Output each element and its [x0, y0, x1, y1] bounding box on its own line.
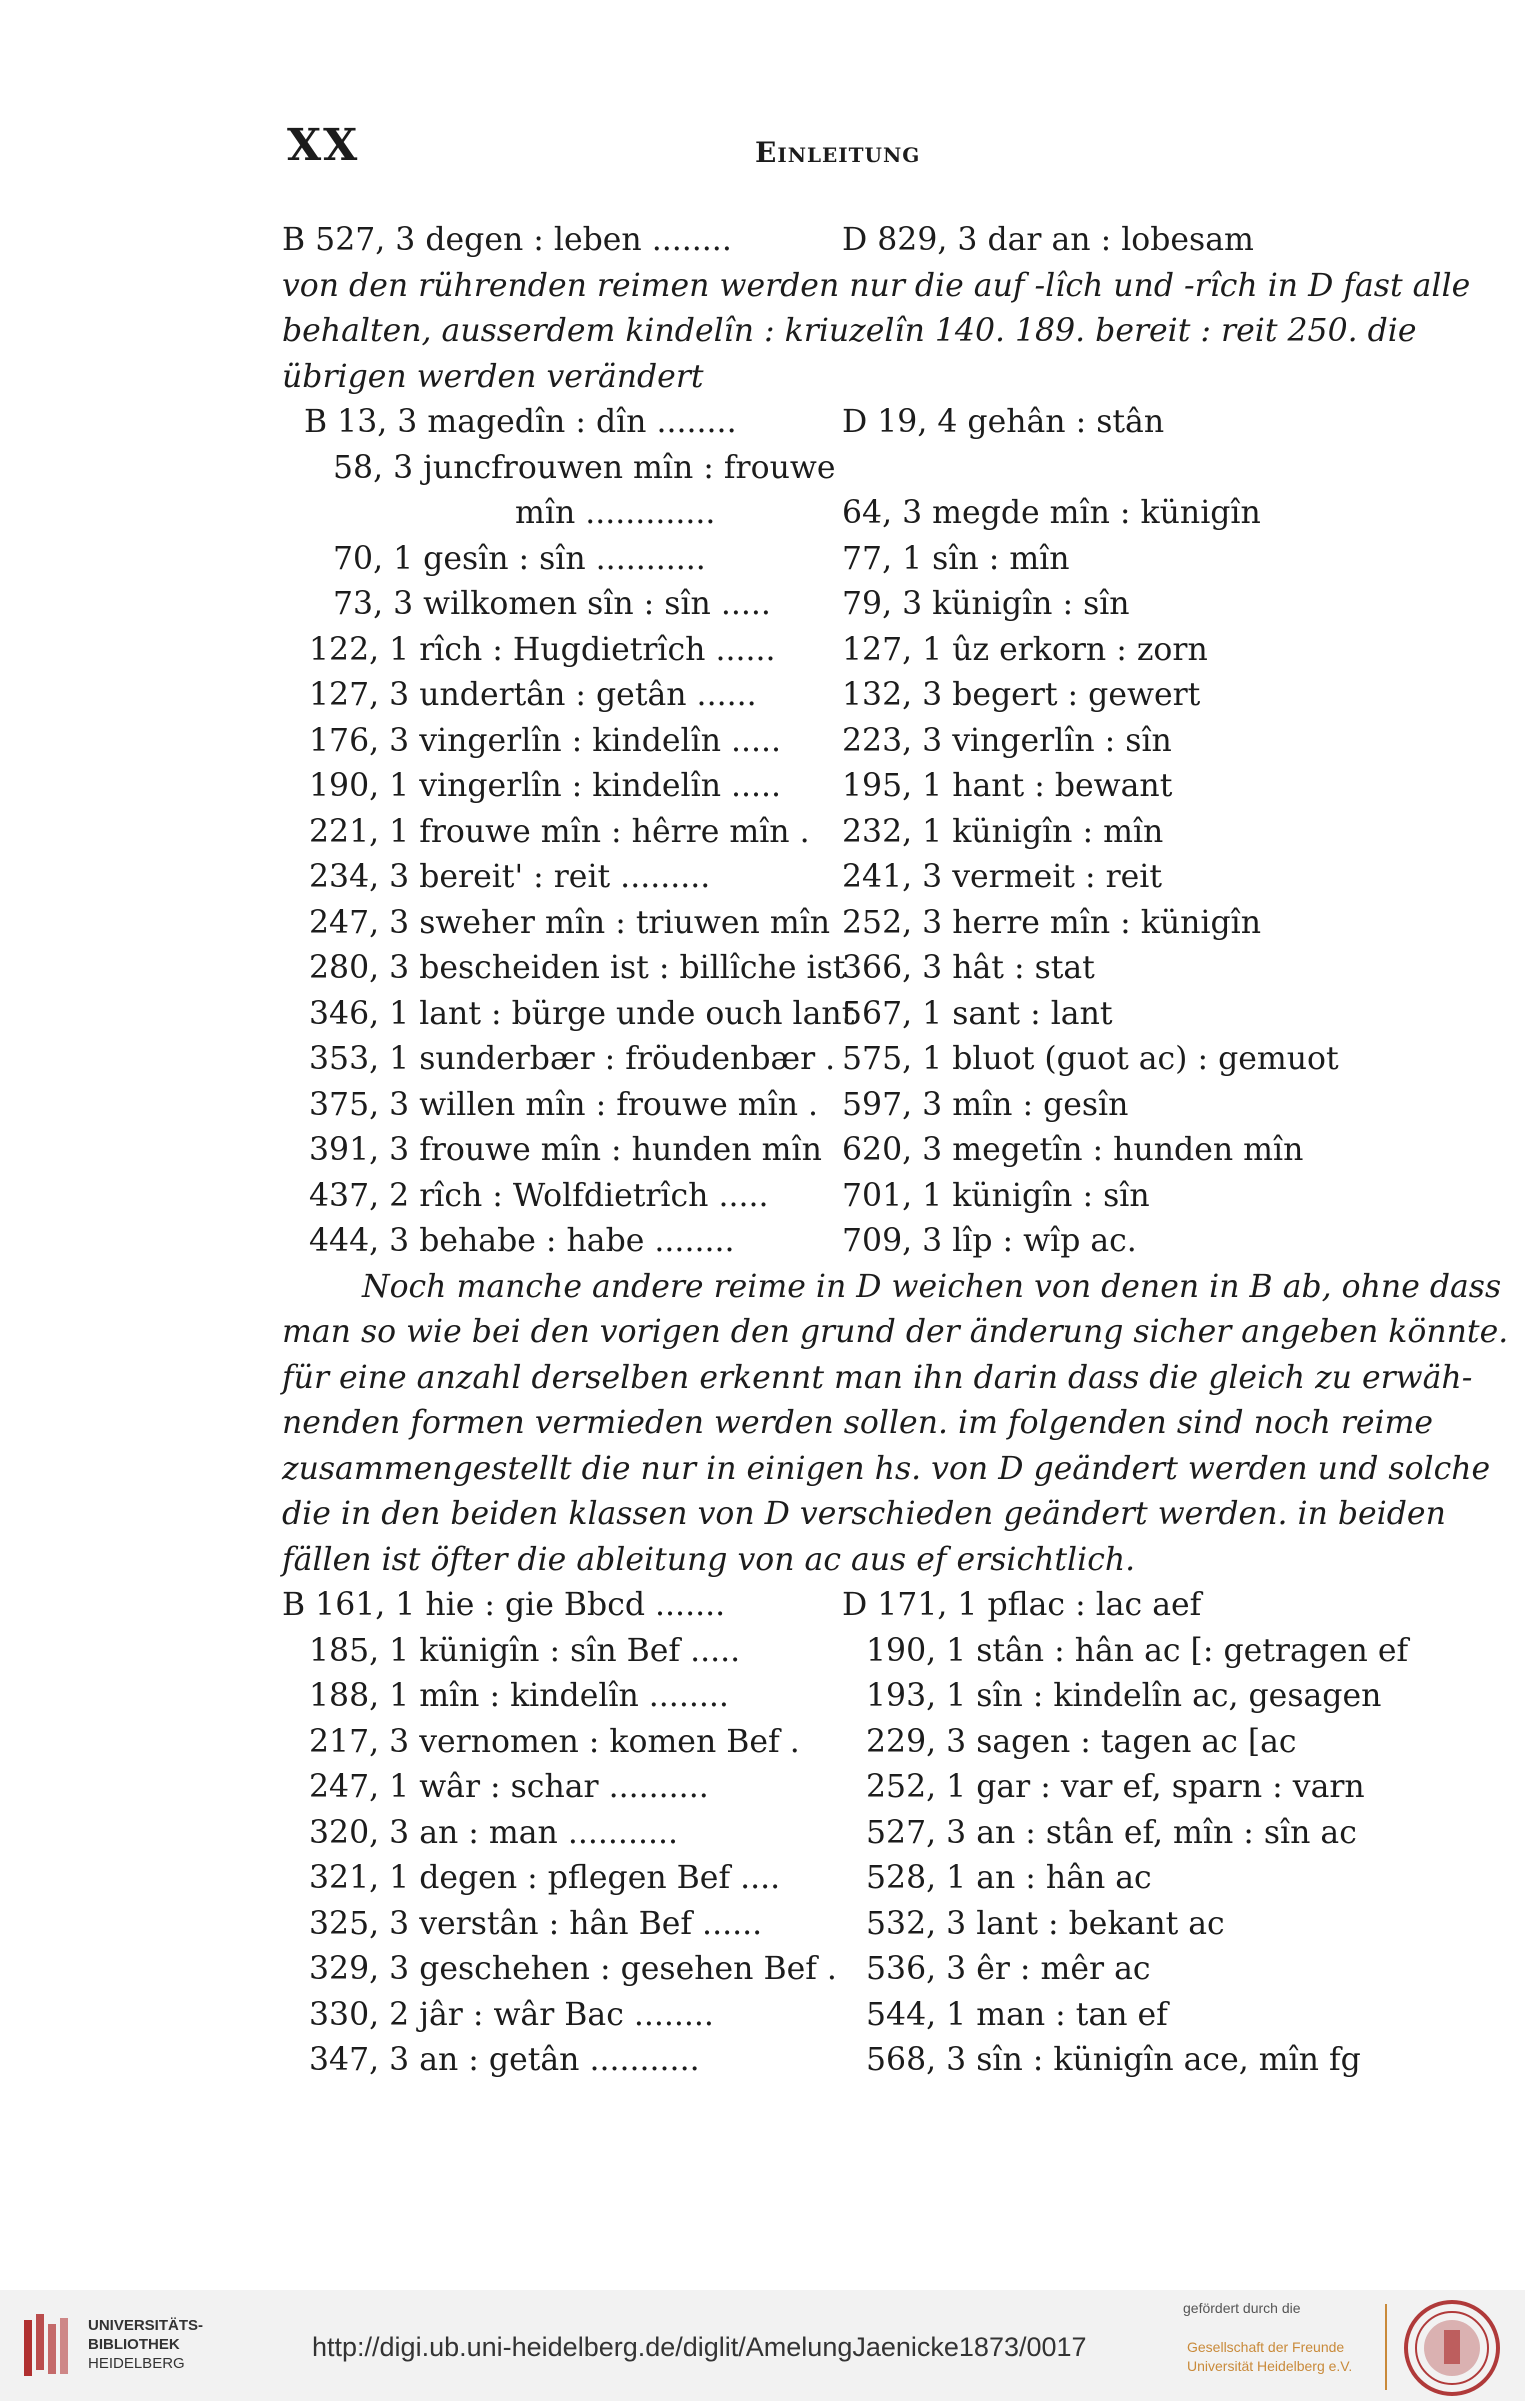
entry-d: 568, 3 sîn : künigîn ace, mîn fg	[866, 2042, 1361, 2078]
entry-b: 320, 3 an : man ...........	[309, 1814, 679, 1851]
rhyme-entry-row	[282, 1856, 1382, 1902]
text-line	[282, 1447, 1491, 1493]
rhyme-entry-row	[282, 1720, 1382, 1766]
entry-d: 127, 1 ûz erkorn : zorn	[842, 631, 1208, 668]
paragraph-text: man so wie bei den vorigen den grund der änderung sicher angeben könnte.	[282, 1314, 1509, 1350]
running-title: Einleitung	[755, 136, 921, 169]
entry-b: 437, 2 rîch : Wolfdietrîch .....	[309, 1177, 769, 1214]
entry-d: 77, 1 sîn : mîn	[842, 540, 1070, 577]
sponsor-name[interactable]: Gesellschaft der Freunde Universität Heidelberg e.V.	[1187, 2339, 1353, 2374]
entry-b: 247, 1 wâr : schar ..........	[309, 1769, 709, 1805]
entry-d: 132, 3 begert : gewert	[842, 677, 1201, 713]
rhyme-entry-row	[282, 764, 1382, 810]
ub-heidelberg-logo-icon[interactable]	[20, 2310, 80, 2382]
entry-b: 58, 3 juncfrouwen mîn : frouwe	[333, 449, 836, 486]
viewer-footer	[0, 2290, 1525, 2401]
text-line	[282, 1310, 1509, 1356]
entry-d: 232, 1 künigîn : mîn	[842, 813, 1164, 850]
entry-b: 346, 1 lant : bürge unde ouch lant	[309, 995, 855, 1032]
entry-d: 536, 3 êr : mêr ac	[866, 1951, 1151, 1987]
text-line	[282, 1492, 1446, 1538]
entry-d: 229, 3 sagen : tagen ac [ac	[866, 1723, 1297, 1760]
rhyme-entry-row	[282, 1947, 1382, 1993]
entry-d: 79, 3 künigîn : sîn	[842, 586, 1130, 622]
entry-d: 64, 3 megde mîn : künigîn	[842, 495, 1261, 531]
entry-b: 176, 3 vingerlîn : kindelîn .....	[309, 722, 782, 759]
sponsor-label: gefördert durch die	[1183, 2300, 1301, 2316]
text-line	[282, 1265, 1502, 1311]
university-seal-icon	[1402, 2298, 1502, 2398]
entry-b: 127, 3 undertân : getân ......	[309, 677, 757, 713]
rhyme-entry-row	[282, 628, 1382, 674]
entry-d: 252, 1 gar : var ef, sparn : varn	[866, 1769, 1365, 1805]
entry-b: mîn .............	[515, 495, 716, 531]
entry-d: 620, 3 megetîn : hunden mîn	[842, 1132, 1304, 1168]
rhyme-entry-row	[282, 901, 1382, 947]
entry-d: 701, 1 künigîn : sîn	[842, 1177, 1150, 1214]
paragraph-text: Noch manche andere reime in D weichen von denen in B ab, ohne dass	[362, 1268, 1502, 1305]
entry-b: 185, 1 künigîn : sîn Bef .....	[309, 1632, 741, 1669]
rhyme-entry-row	[282, 1583, 1382, 1629]
text-line	[282, 1356, 1473, 1402]
entry-b: B 527, 3 degen : leben ........	[282, 222, 732, 258]
entry-b: 347, 3 an : getân ...........	[309, 2042, 700, 2078]
entry-b: B 13, 3 magedîn : dîn ........	[304, 404, 737, 440]
entry-b: 234, 3 bereit' : reit .........	[309, 859, 711, 895]
entry-b: 325, 3 verstân : hân Bef ......	[309, 1905, 763, 1942]
rhyme-entry-row	[282, 1037, 1382, 1083]
entry-d: 190, 1 stân : hân ac [: getragen ef	[866, 1632, 1409, 1669]
rhyme-entry-row	[282, 491, 1382, 537]
rhyme-entry-row	[282, 1811, 1382, 1857]
rhyme-entry-row	[282, 537, 1382, 583]
entry-d: 252, 3 herre mîn : künigîn	[842, 904, 1262, 941]
entry-d: 193, 1 sîn : kindelîn ac, gesagen	[866, 1678, 1382, 1714]
entry-d: 532, 3 lant : bekant ac	[866, 1905, 1225, 1942]
paragraph-text: zusammengestellt die nur in einigen hs. von D geändert werden und solche	[282, 1450, 1491, 1487]
text-line	[282, 1538, 1382, 1584]
entry-d: 709, 3 lîp : wîp ac.	[842, 1223, 1137, 1259]
entry-d: 241, 3 vermeit : reit	[842, 859, 1163, 895]
entry-b: 190, 1 vingerlîn : kindelîn .....	[309, 768, 782, 804]
rhyme-entry-row	[282, 810, 1382, 856]
rhyme-entry-row	[282, 1629, 1409, 1675]
rhyme-entry-row	[282, 1128, 1382, 1174]
rhyme-entry-row	[282, 2038, 1382, 2084]
entry-b: 321, 1 degen : pflegen Bef ....	[309, 1860, 781, 1896]
page-body	[282, 218, 1509, 2084]
rhyme-entry-row	[282, 446, 1382, 492]
entry-d: 567, 1 sant : lant	[842, 995, 1113, 1032]
entry-d: 223, 3 vingerlîn : sîn	[842, 722, 1172, 759]
paragraph-text: für eine anzahl derselben erkennt man ihn darin dass die gleich zu erwäh-	[282, 1359, 1473, 1396]
page-number: XX	[287, 120, 360, 171]
text-line	[282, 1401, 1434, 1447]
entry-b: 188, 1 mîn : kindelîn ........	[309, 1678, 729, 1714]
rhyme-entry-row	[282, 1993, 1382, 2039]
entry-b: 73, 3 wilkomen sîn : sîn .....	[333, 586, 771, 622]
entry-b: 375, 3 willen mîn : frouwe mîn .	[309, 1086, 819, 1123]
entry-b: 391, 3 frouwe mîn : hunden mîn	[309, 1132, 822, 1168]
permalink-url[interactable]: http://digi.ub.uni-heidelberg.de/diglit/AmelungJaenicke1873/0017	[312, 2332, 1087, 2362]
rhyme-entry-row	[282, 673, 1382, 719]
entry-b: 122, 1 rîch : Hugdietrîch ......	[309, 631, 776, 668]
entry-d: 528, 1 an : hân ac	[866, 1860, 1152, 1896]
library-name: UNIVERSITÄTS- BIBLIOTHEK HEIDELBERG	[88, 2317, 204, 2372]
entry-d: D 171, 1 pflac : lac aef	[842, 1587, 1202, 1623]
entry-d: 544, 1 man : tan ef	[866, 1996, 1168, 2033]
entry-d: 597, 3 mîn : gesîn	[842, 1086, 1129, 1123]
divider	[1385, 2304, 1387, 2390]
entry-b: 329, 3 geschehen : gesehen Bef .	[309, 1951, 837, 1987]
text-line	[282, 355, 1382, 401]
paragraph-text: die in den beiden klassen von D verschieden geändert werden. in beiden	[282, 1496, 1446, 1532]
rhyme-entry-row	[282, 1219, 1382, 1265]
entry-b: B 161, 1 hie : gie Bbcd .......	[282, 1587, 726, 1623]
rhyme-entry-row	[282, 582, 1382, 628]
entry-d: 527, 3 an : stân ef, mîn : sîn ac	[866, 1814, 1357, 1851]
rhyme-entry-row	[282, 1083, 1382, 1129]
paragraph-text: behalten, ausserdem kindelîn : kriuzelîn 140. 189. bereit : reit 250. die	[282, 313, 1417, 349]
paragraph-text: von den rührenden reimen werden nur die auf -lîch und -rîch in D fast alle	[282, 267, 1471, 304]
rhyme-entry-row	[282, 719, 1382, 765]
entry-d: 366, 3 hât : stat	[842, 950, 1095, 986]
rhyme-entry-row	[282, 992, 1382, 1038]
entry-b: 444, 3 behabe : habe ........	[309, 1223, 735, 1259]
entry-b: 353, 1 sunderbær : fröudenbær .	[309, 1041, 836, 1077]
entry-b: 217, 3 vernomen : komen Bef .	[309, 1723, 800, 1760]
entry-b: 221, 1 frouwe mîn : hêrre mîn .	[309, 813, 810, 850]
entry-d: D 19, 4 gehân : stân	[842, 404, 1165, 440]
rhyme-entry-row	[282, 855, 1382, 901]
entry-b: 70, 1 gesîn : sîn ...........	[333, 540, 706, 577]
rhyme-entry-row	[282, 1902, 1382, 1948]
entry-d: 575, 1 bluot (guot ac) : gemuot	[842, 1041, 1339, 1077]
text-line	[282, 309, 1417, 355]
text-line	[282, 264, 1471, 310]
rhyme-entry-row	[282, 1674, 1382, 1720]
entry-b: 280, 3 bescheiden ist : billîche ist	[309, 950, 846, 986]
paragraph-text: übrigen werden verändert	[282, 358, 704, 395]
rhyme-entry-row	[282, 946, 1382, 992]
entry-d: D 829, 3 dar an : lobesam	[842, 222, 1254, 258]
rhyme-entry-row	[282, 400, 1382, 446]
entry-b: 247, 3 sweher mîn : triuwen mîn	[309, 904, 831, 941]
rhyme-entry-row	[282, 1765, 1382, 1811]
rhyme-entry-row	[282, 218, 1382, 264]
paragraph-text: nenden formen vermieden werden sollen. im folgenden sind noch reime	[282, 1405, 1434, 1441]
entry-b: 330, 2 jâr : wâr Bac ........	[309, 1996, 714, 2033]
entry-d: 195, 1 hant : bewant	[842, 768, 1173, 804]
paragraph-text: fällen ist öfter die ableitung von ac aus ef ersichtlich.	[282, 1541, 1136, 1578]
rhyme-entry-row	[282, 1174, 1382, 1220]
